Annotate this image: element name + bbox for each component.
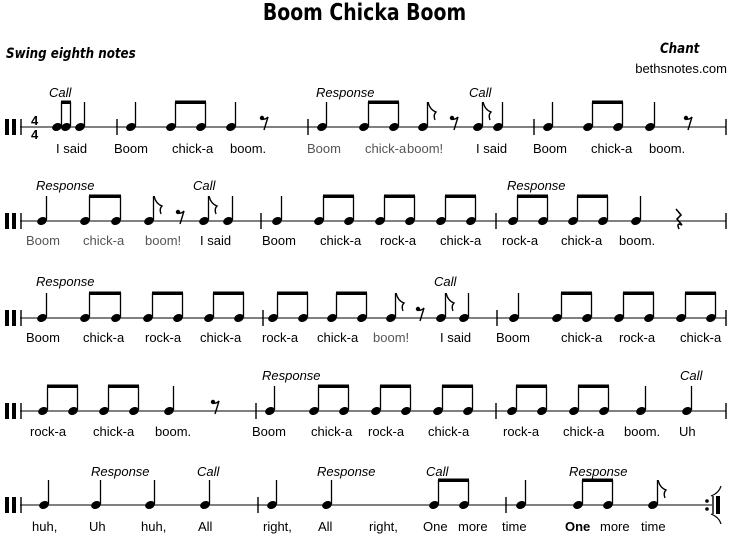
lyric-syllable: chick-a — [428, 424, 470, 439]
lyric-syllable: rock-a — [502, 233, 539, 248]
lyric-syllable: huh, — [32, 519, 58, 534]
cue-response: Response — [36, 178, 95, 193]
cue-response: Response — [317, 464, 376, 479]
beam — [380, 385, 411, 389]
percussion-clef — [5, 119, 9, 135]
lyric-syllable: I said — [476, 141, 508, 156]
cue-call: Call — [434, 274, 457, 289]
lyric-syllable: boom. — [649, 141, 686, 156]
beam — [384, 195, 415, 199]
lyric-syllable: Boom — [262, 233, 296, 248]
cue-response: Response — [91, 464, 150, 479]
lyric-syllable: chick-a — [591, 141, 633, 156]
percussion-clef — [5, 213, 9, 229]
flag — [483, 102, 491, 120]
lyric-syllable: boom! — [145, 233, 182, 248]
lyric-syllable: Boom — [307, 141, 341, 156]
beam — [577, 195, 608, 199]
lyric-syllable: chick-a — [311, 424, 353, 439]
lyric-syllable: boom. — [619, 233, 656, 248]
lyric-syllable: chick-a — [83, 233, 125, 248]
percussion-clef — [12, 119, 16, 135]
beam — [108, 385, 139, 389]
cue-response: Response — [262, 368, 321, 383]
lyric-syllable: chick-a — [83, 330, 125, 345]
quarter-rest — [676, 209, 682, 229]
percussion-clef — [12, 403, 16, 419]
beam — [445, 195, 476, 199]
cue-call: Call — [193, 178, 216, 193]
percussion-clef — [12, 497, 16, 513]
lyric-syllable: Uh — [89, 519, 106, 534]
genre-label: Chant — [659, 41, 699, 57]
lyric-syllable: rock-a — [262, 330, 299, 345]
beam — [175, 101, 206, 105]
beam — [582, 479, 613, 483]
repeat-dot — [705, 499, 709, 503]
lyric-syllable: One — [423, 519, 448, 534]
lyric-syllable: more — [458, 519, 488, 534]
lyric-syllable: Boom — [496, 330, 530, 345]
repeat-dot — [705, 507, 709, 511]
cue-call: Call — [49, 85, 72, 100]
cue-call: Call — [426, 464, 449, 479]
eighth-rest — [262, 117, 268, 130]
beam — [438, 479, 469, 483]
cue-response: Response — [316, 85, 375, 100]
lyric-syllable: huh, — [141, 519, 167, 534]
repeat-bracket — [711, 486, 721, 496]
beam — [592, 101, 623, 105]
lyric-syllable: One — [565, 519, 591, 534]
beam — [277, 292, 308, 296]
lyric-syllable: boom! — [373, 330, 410, 345]
lyric-syllable: boom. — [230, 141, 267, 156]
percussion-clef — [12, 310, 16, 326]
lyric-syllable: chick-a — [365, 141, 407, 156]
lyric-syllable: rock-a — [145, 330, 182, 345]
lyric-syllable: chick-a — [561, 330, 603, 345]
eighth-rest — [686, 117, 692, 130]
lyric-syllable: All — [318, 519, 333, 534]
lyric-syllable: time — [502, 519, 527, 534]
beam — [323, 195, 354, 199]
lyric-syllable: chick-a — [320, 233, 362, 248]
site-credit: bethsnotes.com — [635, 61, 727, 76]
lyric-syllable: chick-a — [317, 330, 359, 345]
lyric-syllable: I said — [56, 141, 88, 156]
lyric-syllable: boom. — [624, 424, 661, 439]
lyric-syllable: chick-a — [680, 330, 722, 345]
cue-call: Call — [680, 368, 703, 383]
percussion-clef — [5, 497, 9, 513]
cue-response: Response — [36, 274, 95, 289]
percussion-clef — [12, 213, 16, 229]
beam — [89, 195, 121, 199]
beam — [578, 385, 609, 389]
beam — [442, 385, 473, 389]
beam — [336, 292, 367, 296]
flag — [209, 196, 217, 214]
lyric-syllable: All — [198, 519, 213, 534]
flag — [658, 480, 666, 498]
flag — [154, 196, 162, 214]
lyric-syllable: rock-a — [503, 424, 540, 439]
lyric-syllable: chick-a — [440, 233, 482, 248]
lyric-syllable: rock-a — [380, 233, 417, 248]
lyric-syllable: more — [600, 519, 630, 534]
lyric-syllable: Uh — [679, 424, 696, 439]
lyric-syllable: chick-a — [93, 424, 135, 439]
flag — [446, 293, 454, 311]
beam — [685, 292, 716, 296]
beam — [517, 195, 548, 199]
tempo-marking: Swing eighth notes — [6, 46, 136, 62]
lyric-syllable: I said — [440, 330, 472, 345]
eighth-rest — [213, 401, 219, 414]
lyric-syllable: right, — [263, 519, 292, 534]
cue-call: Call — [469, 85, 492, 100]
beam — [47, 385, 78, 389]
beam — [152, 292, 183, 296]
lyric-syllable: boom! — [407, 141, 444, 156]
lyric-syllable: Boom — [533, 141, 567, 156]
lyric-syllable: rock-a — [30, 424, 67, 439]
lyric-syllable: Boom — [252, 424, 286, 439]
lyric-syllable: rock-a — [619, 330, 656, 345]
eighth-rest — [178, 211, 184, 224]
lyric-syllable: rock-a — [368, 424, 405, 439]
lyric-syllable: chick-a — [561, 233, 603, 248]
lyric-syllable: Boom — [26, 330, 60, 345]
beam — [213, 292, 244, 296]
beam — [61, 101, 71, 105]
percussion-clef — [5, 310, 9, 326]
song-title: Boom Chicka Boom — [262, 0, 467, 26]
time-signature-top: 4 — [31, 113, 39, 128]
lyric-syllable: I said — [200, 233, 232, 248]
lyric-syllable: chick-a — [172, 141, 214, 156]
beam — [561, 292, 592, 296]
flag — [428, 102, 436, 120]
percussion-clef — [5, 403, 9, 419]
beam — [89, 292, 121, 296]
lyric-syllable: time — [641, 519, 666, 534]
flag — [396, 293, 404, 311]
repeat-bracket — [711, 514, 721, 524]
lyric-syllable: boom. — [155, 424, 192, 439]
cue-call: Call — [197, 464, 220, 479]
eighth-rest — [418, 308, 424, 321]
beam — [318, 385, 349, 389]
lyric-syllable: Boom — [26, 233, 60, 248]
cue-response: Response — [507, 178, 566, 193]
lyric-syllable: chick-a — [200, 330, 242, 345]
eighth-rest — [452, 117, 458, 130]
final-barline — [716, 496, 720, 514]
beam — [516, 385, 547, 389]
time-signature-bottom: 4 — [31, 127, 39, 142]
lyric-syllable: Boom — [114, 141, 148, 156]
lyric-syllable: chick-a — [563, 424, 605, 439]
beam — [368, 101, 399, 105]
beam — [623, 292, 654, 296]
cue-response: Response — [569, 464, 628, 479]
lyric-syllable: right, — [369, 519, 398, 534]
